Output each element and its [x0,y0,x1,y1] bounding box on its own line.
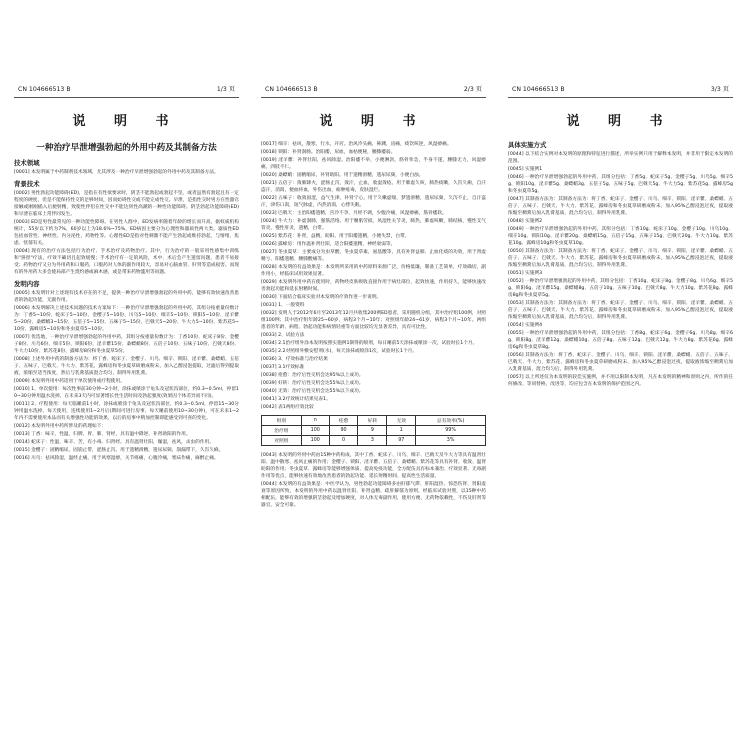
page-1 [8,64,245,750]
table-header-cell: 好转 [358,416,387,426]
paragraph: [0021] 五倍子：敛肺降火，涩肠止泻，敛汗，止血，收湿敛疮。用于肺虚久咳，肺热痰嗽，久泻久痢，自汗盗汗，消渴，便血痔血，外伤出血，痈肿疮毒，皮肤湿烂。 [261,181,486,193]
invention-title: 一种治疗早泄增强勃起的外用中药及其制备方法 [36,143,217,153]
paragraph: [0001] 本发明属于中药制剂技术领域，尤其涉及一种治疗早泄增强勃起的外用中药及其制备方法。 [14,170,219,175]
paragraph: [0057] 以上所述仅为本发明的较佳实施例，并不用以限制本发明，凡在本发明的精神和原则之内，所作的任何修改、等同替换、改进等，均应包含在本发明的保护范围之内。 [508,375,733,387]
paragraph: [0040] 无效：治疗后性交机会达55%以下成功。 [261,389,364,394]
paragraph: [0026] 露蜂房：用作温补肾壮阳，适合阳痿遗精，神经衰弱等。 [261,242,396,247]
paragraph: [0053] 其制备方法为：其制备方法为：将丁香、蛇床子、金樱子、川乌、细辛、锁阳、淫羊藿、桑螵蛸、五倍子、五味子、巴戟天、牛大力、紫苏花、露蜂房和冬虫夏草研磨成粉末，加入95%乙醇浸泡过夜，提取液浓缩至稠膏后加入乳膏基质，混合均匀后，制得外用乳膏。 [508,301,733,320]
patent-number: CN 104666513 B [512,86,565,93]
paragraph: [0051] 实施例3 [508,271,543,276]
section-heading: 技术领域 [14,159,40,167]
paragraph: [0042] 表1两组疗效比较 [261,405,314,410]
paragraph: [0050] 其制备方法为：其制备方法为：将丁香、蛇床子、金樱子、川乌、细辛、锁阳、淫羊藿、桑螵蛸、五倍子、五味子、巴戟天、牛大力、紫苏花、露蜂房和冬虫夏草研磨成粉末，加入95%乙醇浸泡过夜，提取液浓缩至稠膏后加入乳膏基质，混合均匀后，制得外用乳膏。 [508,249,733,268]
paragraph: [0038] 痊愈：治疗后性交机会达95%以上成功。 [261,373,364,378]
paragraph: [0019] 淫羊藿：补肾壮阳，祛风除湿。治阳痿不举，小便淋沥，筋骨挛急，半身不遂，腰膝无力，风湿痹痛，四肢不仁。 [261,158,486,170]
paragraph: [0032] 发明人于2012年6月至2013年12月共收集200例ED患者，采用随机分组，其中治疗组100例，对照组100例；其中治疗组年龄25~60岁，病程3个月~10年；对照组年龄24~61岁，病程3个月~10年。两组患者的年龄、病程、勃起功能和病情轻重等方面比较均无显著差异，具有可比性。 [261,311,486,330]
paragraph: [0044] 本发明的有益效果是：中医学认为，男性勃起功能障碍多由肝郁气滞、肝阳湿热、惊恐伤肾、肾阳虚衰等原因所致，本发明的外用中药以温肾壮阳、补肾益精、疏肝解郁为原则，经临床试验对照，以15种中药相配伍，能够有效的增强阴茎勃起及增加硬度，对人体无毒副作用，使用方便，无药物依赖性，不伤及肝肾等器官，安全可靠。 [261,482,487,508]
paragraph: [0029] 本发明外用中药在使用时，药物经皮肤吸收直接作用于病灶部位，起效快速，作用持久，能够快速改善勃起功能和延长射精时间。 [261,280,486,292]
paragraph: [0027] 冬虫夏草：主要成分为虫草酸，冬虫夏草素，氨基酸等，具有补肾益肺、止血化痰的功效，用于肾虚精亏、阳痿遗精、腰膝酸痛等。 [261,250,486,262]
table-cell: 100 [301,426,329,436]
table-cell: 97 [387,436,416,446]
paragraph: [0034] 2.1治疗组外涂本发明按照实施例1制得的喷剂，每日睡前5天涂抹或喷涂一次，试验时长1个月。 [261,341,478,346]
table-cell: 对照组 [262,436,302,446]
paragraph: [0039] 好转：治疗后性交机会达55%以上成功。 [261,381,364,386]
paragraph: [0030] 下面结合临床实验对本发明的疗效作进一步说明。 [261,295,382,300]
paragraph: [0010] 1、单次使用：每次性事前30分钟~2小时，涂抹或喷涂于龟头及冠状沟部位，约0.3~0.5ml，停留10~30分钟用温水洗掉，在未来3天内可显著增长性生活时间及勃起强度(效果因个体差异而不同)。 [14,387,239,399]
paragraph: [0003] ED是男性最常见的一种功能性障碍。在男性人群中，ED发病率随着年龄的增长而升高，据权威机构统计，55岁以下约为7%，60岁以上为18.6%~75%，ED病因主要分为心理性和器质性两大类。器质性ED包括血管性、神经性、内分泌性、药物性等。心理性ED是指对性刺激不能产生勃起或维持勃起，与情绪、焦虑、忧郁有关。 [14,220,239,246]
patent-number: CN 104666513 B [265,86,318,93]
patent-number: CN 104666513 B [18,86,71,93]
page-header [261,64,486,98]
document-title: 说 明 书 [319,114,428,129]
paragraph: [0054] 实施例4 [508,323,543,328]
table-cell: 治疗组 [262,426,302,436]
table-row [262,426,486,436]
section-heading: 发明内容 [14,280,40,288]
page-number: 3/3 页 [710,86,729,93]
paragraph: [0012] 本发明外用中药所涉及的药理如下： [14,424,107,429]
paragraph: [0055] 一种治疗早泄增强勃起的外用中药，其组分包括：丁香8g、蛇床子6g、金樱子6g、川乌8g、细辛6g、锁阳8g、淫羊藿12g、桑螵蛸10g、五倍子8g、五味子12g、巴戟天12g、牛大力8g、紫苏花6g、露蜂房6g和冬虫夏草8g。 [508,331,733,350]
paragraph: [0044] 以下结合实例对本发明的原理和特征进行描述，所举实例只用于解释本发明，并非用于限定本发明的范围。 [508,152,733,164]
page-number: 1/3 页 [216,86,235,93]
table-cell: 1 [387,426,416,436]
paragraph: [0023] 巴戟天：主治阳痿遗精，宫冷不孕，月经不调，少腹冷痛，风湿痹痛，筋骨痿软。 [261,211,447,216]
table-cell: 9 [358,426,387,436]
paragraph: [0020] 桑螵蛸：固精缩尿，补肾助阳。用于遗精滑精，遗尿尿频，小便白浊。 [261,173,424,178]
document-title: 说 明 书 [72,114,181,129]
section-heading: 具体实施方式 [508,141,547,149]
table-cell: 3% [416,436,486,446]
paragraph: [0006] 本发明解决上述技术问题的技术方案如下：一种治疗早泄增强勃起的外用中药，其组分按重量份数计为：丁香5~10份、蛇床子5~10份、金樱子5~10份、川乌5~10份、细辛5~10份、锁阳5~10份、淫羊藿5~20份、桑螵蛸3~15份、五倍子5~15份、五味子5~15份、巴戟天5~20份、牛大力5~10份、紫苏花5~10份、露蜂房5~10份和冬虫夏草5~10份。 [14,306,239,332]
paragraph: [0015] 金樱子：固精缩尿，固崩止带，涩肠止泻。用于遗精滑精，遗尿尿频，崩漏带下，久泻久痢。 [14,448,224,453]
paragraph: [0047] 其制备方法为：其制备方法为：将丁香、蛇床子、金樱子、川乌、细辛、锁阳、淫羊藿、桑螵蛸、五倍子、五味子、巴戟天、牛大力、紫苏花、露蜂房和冬虫夏草研磨成粉末，加入95%乙醇浸泡过夜，提取液浓缩至稠膏后加入乳膏基质，混合均匀后，制得外用乳膏。 [508,197,733,216]
paragraph: [0002] 男性勃起功能障碍(ED)，是指在有性欲要求时，阴茎不能勃起或勃起不坚，或者虽然有勃起且有一定程度的硬度，但是不能保持性交的足够时间，因而妨碍性交或不能完成性交。早泄，是指性交时男方在性器官接触或刚刚插入后便射精，致使性伴侣在性交中不能达到性高潮的一种性功能障碍。阴茎勃起功能障碍(ED)和早泄在临床上常伴同发生。 [14,191,240,217]
paragraph: [0049] 一种治疗早泄增强勃起的外用中药，其组分包括：丁香10g、蛇床子10g、金樱子10g、川乌10g、细辛10g、锁阳10g、淫羊藿20g、桑螵蛸15g、五倍子15g、五味子15g、巴戟天20g、牛大力10g、紫苏花10g、露蜂房10g和冬虫夏草10g。 [508,227,733,246]
table-cell: 90 [329,426,358,436]
paragraph: [0035] 2.2对照组外敷安慰剂(水)，每天涂抹或喷涂1次，试验时长1个月。 [261,349,418,354]
paragraph: [0017] 细辛：祛风，散寒，行水，开窍。治风冷头痛，鼻渊，齿痛，痰饮咳逆，风湿痹痛。 [261,142,452,147]
paragraph: [0045] 实施例1 [508,167,543,172]
efficacy-table [261,415,486,446]
paragraph: [0013] 丁香：味辛，性温，归脾、胃、肺、肾经，具有温中降逆、补肾助阳的作用。 [14,432,191,437]
table-header-cell: 组别 [262,416,302,426]
paragraph: [0025] 紫苏花：补肾，益精，助阳。用于阳痿遗精，小便失禁，白带。 [261,234,410,239]
paragraph: [0022] 五味子：收敛固涩，益气生津，补肾宁心。用于久嗽虚喘，梦遗滑精，遗尿尿频，久泻不止，自汗盗汗，津伤口渴，短气脉虚，内热消渴，心悸失眠。 [261,196,486,208]
page-header [14,64,239,98]
table-header-cell: 总有效率(%) [416,416,486,426]
page-number: 2/3 页 [463,86,482,93]
table-cell: 0 [329,436,358,446]
paragraph: [0028] 本发明的有益效果是：本发明所采用的中药原料来源广泛，价格低廉，制备工艺简单，疗效确切，副作用小，经临床试用效果显著。 [261,265,486,277]
table-cell: 3 [358,436,387,446]
table-row [262,436,486,446]
document-title: 说 明 书 [566,114,675,129]
paragraph: [0005] 本发明针对上述现有技术存在的不足，提供一种治疗早泄增强勃起的外用中药，能够有效快速改善患者的勃起功能，无副作用。 [14,291,239,303]
paragraph: [0041] 3.2疗效统计结果见表1。 [261,397,331,402]
page-3 [502,64,739,750]
paragraph: [0033] 2、试验方法 [261,333,305,338]
paragraph: [0004] 现有的治疗方法包括行为治疗、手术治疗及药物治疗。其中，行为治疗的一般采用性感集中训练和"挤捏"疗法，疗效不确切且起效缓慢；手术治疗有一定的风险，术中、术后会产生遗留问题，患者不易接受；药物治疗又分为外用药和口服药，口服药对人体的副作用较大，容易对心脑血管、肝肾等造成损害。而现有的外用药大多会使局部产生烧灼感或麻木感，或是带来药物滥用等问题。 [14,249,240,275]
paragraph: [0048] 实施例2 [508,219,543,224]
paragraph: [0016] 川乌：祛风除湿，温经止痛。用于风寒湿痹，关节疼痛，心腹冷痛，寒疝作痛，麻醉止痛。 [14,456,219,461]
section-heading: 背景技术 [14,180,40,188]
table-header-row [262,416,486,426]
page-header [508,64,733,98]
page-2 [255,64,492,750]
paragraph: [0014] 蛇床子：性温，味辛、苦，有小毒。归肾经。具有温肾壮阳，燥湿，祛风，杀虫的作用。 [14,440,214,445]
table-header-cell: 无效 [387,416,416,426]
paragraph: [0056] 其制备方法为：将丁香、蛇床子、金樱子、川乌、细辛、锁阳、淫羊藿、桑螵蛸、五倍子、五味子、巴戟天、牛大力、紫苏花、露蜂房和冬虫夏草研磨成粉末，加入95%乙醇浸泡过夜，提取液浓缩至稠膏后加入乳膏基质，混合均匀后，制得外用乳膏。 [508,353,733,372]
paragraph: [0037] 3.1疗效标准 [261,365,305,370]
table-header-cell: 痊愈 [329,416,358,426]
paragraph: [0043] 本发明的外用中药由15种中药构成，其中丁香、蛇床子、川乌、细辛、巴戟天及牛大力等具有温肾壮阳、温中散寒、祛风止痛的作用；金樱子、锁阳、淫羊藿、五倍子、桑螵蛸、紫苏花等具有补肾、收敛、温肾助阳的作用；冬虫夏草、露蜂房等能够增强体质、提高免疫功能，全方配伍具有标本兼治、疗效显著、无毒副作用等优点，能够快速有效地改善患者的勃起功能、延长射精时间、提高性生活质量。 [261,453,487,479]
paragraph: [0046] 一种治疗早泄增强勃起的外用中药，其组分包括：丁香5g、蛇床子5g、金樱子5g、川乌5g、细辛5g、锁阳10g、淫羊藿5g、桑螵蛸3g、五倍子5g、五味子5g、巴戟天5g、牛大力5g、紫苏花5g、露蜂房5g和冬虫夏草5g。 [508,175,733,194]
paragraph: [0052] 一种治疗早泄增强勃起的外用中药，其组分包括：丁香10g、蛇床子8g、金樱子8g、川乌6g、细辛5g、锁阳6g、淫羊藿15g、桑螵蛸8g、五倍子10g、五味子10g、巴戟天8g、牛大力10g、紫苏花8g、露蜂房8g和冬虫夏草5g。 [508,279,733,298]
efficacy-table-wrap [261,415,486,446]
paragraph: [0036] 3、疗效标准与治疗结果 [261,357,328,362]
paragraph: [0031] 1、一般资料 [261,303,305,308]
table-cell: 99% [416,426,486,436]
paragraph: [0011] 2、疗程使用：每天临睡前1小时，涂抹或喷涂于龟头及冠状沟部位，约0.3~0.5ml，停留15~30分钟用温水洗掉，每天使用，连续使用1~2月后(期间可进行房事，每天睡前使用10~30分钟)，可在未来1~2年内不需要使用本品而有关增强性功能的效果，以后的房事中稍加控制即能感受到可喜的变化。 [14,402,239,421]
table-cell: 100 [301,436,329,446]
paragraph: [0008] 上述外用中药的制备方法为：将丁香、蛇床子、金樱子、川乌、细辛、锁阳、淫羊藿、桑螵蛸、五倍子、五味子、巴戟天、牛大力、紫苏花、露蜂房和冬虫夏草研磨成粉末，加入乙醇浸泡提取，过滤后得到提取液，浓缩至适当浓度，然后与乳膏基质混合均匀，制得外用乳膏。 [14,357,240,376]
paragraph: [0024] 牛大力：补虚润肺，强筋活络。用于腰肌劳损，风湿性关节炎，肺热，肺虚咳嗽，肺结核，慢性支气管炎，慢性肝炎，遗精，白带。 [261,219,486,231]
table-header-cell: n [301,416,329,426]
paragraph: [0007] 优选地，一种治疗早泄增强勃起的外用中药，其组分按重量份数计为：丁香10份、蛇床子8份、金樱子8份、川乌6份、细辛5份、锁阳6份、淫羊藿15份、桑螵蛸8份、五倍子10份、五味子10份、巴戟天8份、牛大力10份、紫苏花8份、露蜂房8份和冬虫夏草5份。 [14,335,239,354]
paragraph: [0018] 锁阳：补肾润肠。治阳痿，尿血，血枯便秘，腰膝痿弱。 [261,150,396,155]
paragraph: [0009] 本发明外用中药适用于单次使用或疗程使用。 [14,379,125,384]
